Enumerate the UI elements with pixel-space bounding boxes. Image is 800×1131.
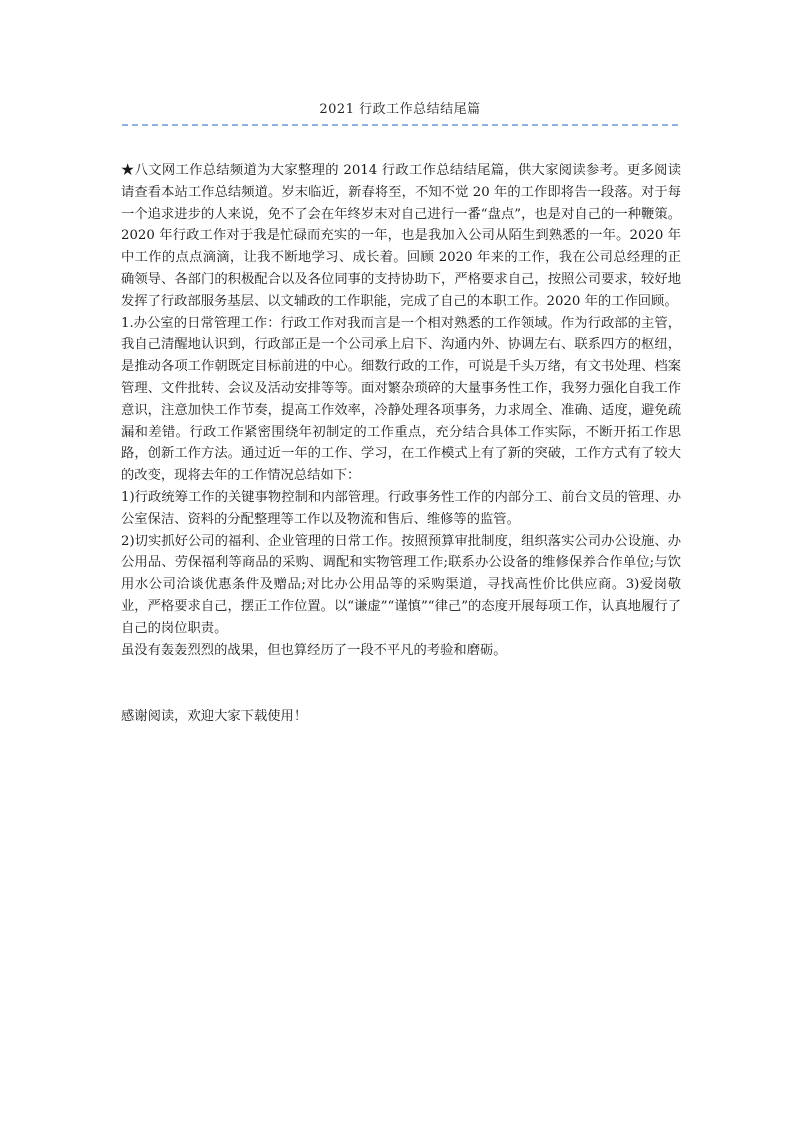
item-1-paragraph: 1)行政统筹工作的关键事物控制和内部管理。行政事务性工作的内部分工、前台文员的管理、办公室保洁、资料的分配整理等工作以及物流和售后、维修等的监管。 bbox=[121, 489, 681, 527]
document-title: 2021 行政工作总结结尾篇 bbox=[319, 102, 481, 117]
section-1-paragraph: 1.办公室的日常管理工作：行政工作对我而言是一个相对熟悉的工作领域。作为行政部的主管，我自己清醒地认识到，行政部正是一个公司承上启下、沟通内外、协调左右、联系四方的枢纽，是推动各项工作朝既定目标前进的中心。细数行政的工作，可说是千头万绪，有文书处理、档案管理、文件批转、会议及活动安排等等。面对繁杂琐碎的大量事务性工作，我努力强化自我工作意识，注意加快工作节奏，提高工作效率，冷静处理各项事务，力求周全、准确、适度，避免疏漏和差错。行政工作紧密围绕年初制定的工作重点，充分结合具体工作实际，不断开拓工作思路，创新工作方法。通过近一年的工作、学习，在工作模式上有了新的突破，工作方式有了较大的改变，现将去年的工作情况总结如下： bbox=[121, 315, 681, 484]
intro-paragraph: ★八文网工作总结频道为大家整理的 2014 行政工作总结结尾篇，供大家阅读参考。更多阅读请查看本站工作总结频道。岁末临近，新春将至，不知不觉 20 年的工作即将告一段落。对于每一个追求进步的人来说，免不了会在年终岁末对自己进行一番“盘点”，也是对自己的一种鞭策。2020 年行政工作对于我是忙碌而充实的一年，也是我加入公司从陌生到熟悉的一年。2020 年中工作的点点滴滴，让我不断地学习、成长着。回顾 2020 年来的工作，我在公司总经理的正确领导、各部门的积极配合以及各位同事的支持协助下，严格要求自己，按照公司要求，较好地发挥了行政部服务基层、以文辅政的工作职能，完成了自己的本职工作。2020 年的工作回顾。 bbox=[121, 163, 681, 309]
summary-paragraph: 虽没有轰轰烈烈的战果，但也算经历了一段不平凡的考验和磨砺。 bbox=[121, 642, 507, 658]
closing-line: 感谢阅读，欢迎大家下载使用！ bbox=[121, 709, 308, 724]
title-dashed-divider bbox=[122, 124, 678, 126]
item-2-3-paragraph: 2)切实抓好公司的福利、企业管理的日常工作。按照预算审批制度，组织落实公司办公设施、办公用品、劳保福利等商品的采购、调配和实物管理工作;联系办公设备的维修保养合作单位;与饮用水公司洽谈优惠条件及赠品;对比办公用品等的采购渠道，寻找高性价比供应商。3)爱岗敬业，严格要求自己，摆正工作位置。以“谦虚”“谨慎”“律己”的态度开展每项工作，认真地履行了自己的岗位职责。 bbox=[121, 533, 681, 636]
document-body bbox=[121, 160, 681, 661]
